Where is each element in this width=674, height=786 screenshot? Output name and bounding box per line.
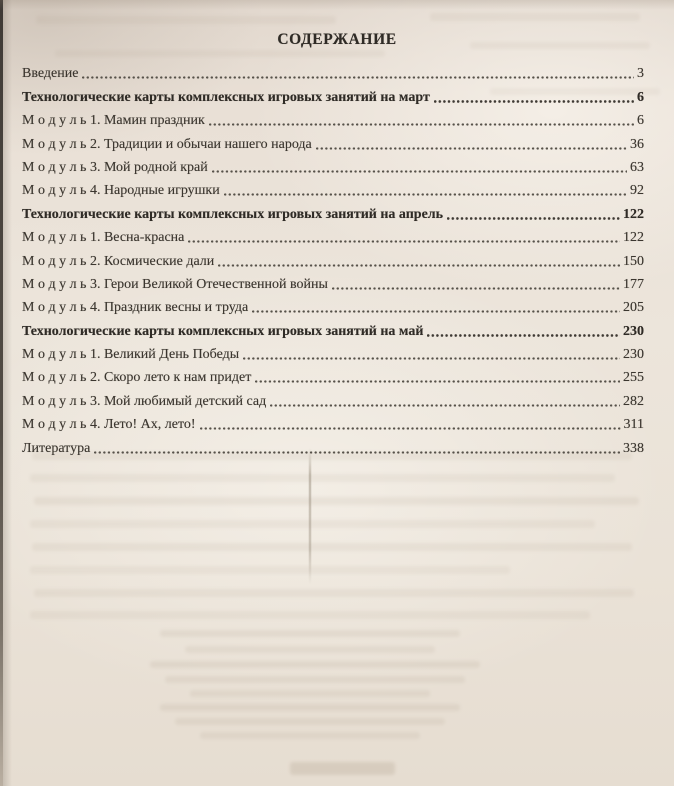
dot-leader [316, 132, 627, 155]
toc-entry [22, 296, 644, 319]
dot-leader [243, 343, 620, 366]
dot-leader [255, 366, 620, 389]
toc-entry-label: М о д у л ь 1. Мамин праздник [22, 113, 205, 129]
toc-entry [22, 249, 644, 272]
toc-entry-page: 63 [630, 159, 644, 175]
bleed-through-line [190, 690, 430, 697]
dot-leader [270, 389, 620, 412]
dot-leader [218, 249, 620, 272]
toc-entry-page: 36 [630, 136, 644, 152]
dot-leader [82, 62, 634, 85]
table-of-contents [22, 62, 644, 460]
toc-entry-label: М о д у л ь 2. Традиции и обычаи нашего народа [22, 136, 312, 152]
bleed-through-line [55, 50, 385, 57]
toc-entry-label: М о д у л ь 4. Праздник весны и труда [22, 300, 249, 316]
toc-entry-label: Введение [22, 66, 79, 82]
bleed-through-line [30, 566, 510, 574]
toc-entry-page: 150 [623, 253, 644, 269]
page-crease [309, 448, 311, 584]
toc-entry-page: 6 [637, 113, 644, 129]
toc-entry [22, 226, 644, 249]
toc-entry-label: М о д у л ь 3. Мой родной край [22, 159, 208, 175]
bleed-through-line [150, 661, 480, 668]
toc-entry [22, 413, 644, 436]
dot-leader [252, 296, 620, 319]
toc-entry-page: 177 [623, 276, 644, 292]
toc-entry-page: 230 [623, 323, 644, 339]
bleed-through-line [30, 520, 595, 528]
page-title: СОДЕРЖАНИЕ [277, 31, 397, 48]
toc-entry [22, 156, 644, 179]
bleed-through-line [34, 589, 634, 597]
toc-entry [22, 436, 644, 459]
toc-entry-page: 338 [623, 440, 644, 456]
bleed-through-line [165, 676, 465, 683]
bleed-through-line [36, 16, 336, 24]
toc-entry-page: 311 [623, 417, 644, 433]
dot-leader [224, 179, 627, 202]
toc-entry-page: 6 [637, 89, 644, 105]
toc-entry [22, 343, 644, 366]
toc-entry-label: М о д у л ь 1. Великий День Победы [22, 347, 240, 363]
toc-entry-label: М о д у л ь 4. Народные игрушки [22, 183, 220, 199]
toc-entry-page: 255 [623, 370, 644, 386]
toc-entry [22, 179, 644, 202]
dot-leader [209, 109, 634, 132]
bleed-through-line [30, 474, 615, 482]
toc-entry-label: М о д у л ь 2. Скоро лето к нам придет [22, 370, 252, 386]
toc-entry-label: М о д у л ь 1. Весна-красна [22, 230, 185, 246]
toc-entry-label: М о д у л ь 3. Мой любимый детский сад [22, 393, 267, 409]
toc-entry [22, 319, 644, 342]
bleed-through-line [160, 704, 460, 711]
toc-entry-page: 122 [623, 230, 644, 246]
toc-entry [22, 202, 644, 225]
toc-entry-page: 230 [623, 347, 644, 363]
dot-leader [427, 319, 620, 342]
toc-entry [22, 273, 644, 296]
toc-entry-page: 205 [623, 300, 644, 316]
toc-entry-label: Технологические карты комплексных игровых занятий на март [22, 89, 430, 105]
toc-entry [22, 85, 644, 108]
bleed-through-line [30, 611, 590, 619]
toc-entry-page: 122 [623, 206, 644, 222]
bleed-through-line [175, 718, 445, 725]
toc-entry [22, 389, 644, 412]
toc-entry-label: Литература [22, 440, 91, 456]
toc-entry-page: 92 [630, 183, 644, 199]
toc-entry [22, 62, 644, 85]
toc-entry-label: Технологические карты комплексных игровых занятий на апрель [22, 206, 444, 222]
toc-entry-label: Технологические карты комплексных игровых занятий на май [22, 323, 424, 339]
toc-entry [22, 132, 644, 155]
toc-entry-label: М о д у л ь 2. Космические дали [22, 253, 215, 269]
dot-leader [212, 156, 627, 179]
toc-entry [22, 366, 644, 389]
bleed-through-line [290, 762, 395, 775]
toc-entry-page: 3 [637, 66, 644, 82]
dot-leader [200, 413, 621, 436]
bleed-through-line [200, 732, 420, 739]
bleed-through-line [185, 646, 435, 653]
toc-entry-label: М о д у л ь 4. Лето! Ах, лето! [22, 417, 196, 433]
toc-entry-page: 282 [623, 393, 644, 409]
dot-leader [434, 85, 634, 108]
toc-entry [22, 109, 644, 132]
dot-leader [332, 273, 620, 296]
dot-leader [447, 202, 620, 225]
bleed-through-line [34, 497, 639, 505]
dot-leader [94, 436, 620, 459]
toc-entry-label: М о д у л ь 3. Герои Великой Отечественной войны [22, 276, 328, 292]
bleed-through-line [32, 543, 632, 551]
bleed-through-line [430, 13, 640, 21]
bleed-through-line [160, 630, 460, 637]
dot-leader [188, 226, 620, 249]
